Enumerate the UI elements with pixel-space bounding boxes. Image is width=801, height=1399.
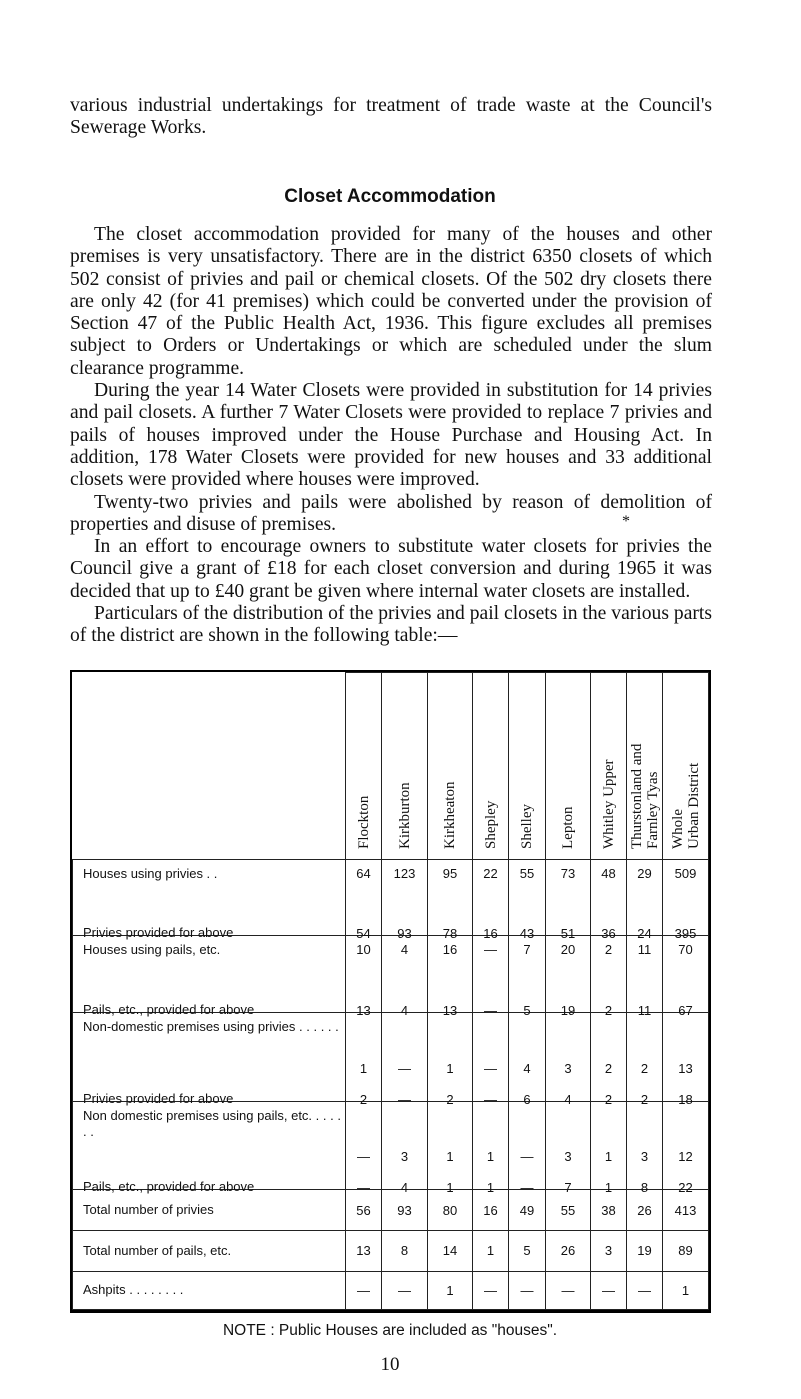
cell-value: — (561, 1282, 575, 1298)
value-cell (428, 860, 473, 942)
value-cell (663, 860, 709, 942)
row-label: Privies provided for above (83, 925, 234, 941)
column-header (473, 673, 509, 860)
table-row-group (73, 1231, 709, 1272)
value-cell (663, 1271, 709, 1309)
paragraph: The closet accommodation provided for many of the houses and other premises is very unsatisfactory. There are in the district 6350 closets of which 502 consist of privies and pail or chemical closets. Of the 502 dry closets there are only 42 (for 41 premises) which could be converted under the provision of Section 47 of the Public Health Act, 1936. This figure excludes all premises subject to Orders or Undertakings or which are scheduled under the slum clearance programme. (70, 224, 712, 379)
cell-value: 1 (486, 1149, 495, 1165)
cell-value: 1 (486, 1243, 495, 1259)
row-label: Non-domestic premises using privies . . . . . . (83, 1018, 339, 1034)
value-cell (346, 936, 382, 1018)
page-number: 10 (380, 1354, 400, 1375)
value-cell (428, 1101, 473, 1196)
cell-value: 1 (681, 1282, 690, 1298)
column-header-text: Urban District (685, 762, 702, 849)
cell-value: 8 (640, 1180, 649, 1196)
value-cell (428, 1190, 473, 1231)
cell-value: 22 (678, 1180, 693, 1196)
value-cell (627, 1271, 663, 1309)
cell-value: 1 (359, 1060, 368, 1076)
value-cell (473, 1231, 509, 1272)
value-cell (509, 860, 546, 942)
column-header-text: Thurstonland and (628, 743, 645, 849)
value-cell (509, 1271, 546, 1309)
value-cell (382, 936, 428, 1018)
column-header-text: Shepley (482, 800, 499, 849)
cell-value: — (398, 1060, 411, 1076)
cell-value: 3 (640, 1149, 649, 1165)
column-header (382, 673, 428, 860)
cell-value: 6 (523, 1091, 531, 1107)
cell-value: 18 (678, 1091, 693, 1107)
value-cell (591, 860, 627, 942)
cell-value: 2 (604, 1060, 613, 1076)
value-cell (627, 936, 663, 1018)
cell-value: 13 (442, 1002, 458, 1018)
cell-value: 8 (400, 1243, 409, 1259)
value-cell (591, 1271, 627, 1309)
value-cell (546, 936, 591, 1018)
cell-value: 2 (604, 1091, 613, 1107)
stray-mark: * (622, 513, 630, 530)
cell-value: 29 (637, 866, 652, 881)
cell-value: 4 (400, 1002, 409, 1018)
row-label-cell (73, 1231, 346, 1272)
cell-value: 95 (442, 866, 458, 881)
value-cell (382, 860, 428, 942)
value-cell (591, 1190, 627, 1231)
body-text (70, 224, 712, 648)
paragraph: Particulars of the distribution of the privies and pail closets in the various parts of the district are shown in the following table:— (70, 603, 712, 647)
cell-value: 11 (637, 1002, 652, 1018)
row-label-cell (73, 860, 346, 941)
cell-value: 3 (604, 1243, 613, 1259)
value-cell (627, 1101, 663, 1196)
cell-value: 395 (674, 926, 697, 942)
cell-value: — (484, 1091, 497, 1107)
cell-value: 1 (446, 1060, 454, 1076)
table-note: NOTE : Public Houses are included as "houses". (222, 1322, 558, 1339)
table-row-group (73, 1190, 709, 1231)
table-row-group (73, 1012, 709, 1101)
cell-value: 54 (356, 926, 371, 942)
value-cell (509, 1231, 546, 1272)
cell-value: 43 (519, 926, 535, 942)
row-label-cell (73, 1271, 346, 1309)
value-cell (627, 1012, 663, 1107)
cell-value: 3 (564, 1060, 572, 1076)
cell-value: 7 (523, 942, 531, 958)
value-cell (663, 1012, 709, 1107)
cell-value: 1 (446, 1180, 454, 1196)
table-row-group (73, 1271, 709, 1309)
value-cell (428, 1231, 473, 1272)
row-label: Pails, etc., provided for above (83, 1179, 255, 1195)
cell-value: 5 (523, 1243, 531, 1259)
row-label: Houses using pails, etc. (83, 942, 221, 958)
row-label-cell (73, 936, 346, 1017)
row-label: Pails, etc., provided for above (83, 1001, 255, 1017)
value-cell (346, 1101, 382, 1196)
cell-value: 26 (637, 1202, 652, 1218)
value-cell (546, 860, 591, 942)
value-cell (546, 1231, 591, 1272)
cell-value: 36 (601, 926, 616, 942)
value-cell (428, 936, 473, 1018)
column-header-text: Kirkburton (396, 782, 413, 849)
intro-paragraph: various industrial undertakings for treatment of trade waste at the Council's Sewerage Works. (70, 95, 712, 139)
value-cell (591, 936, 627, 1018)
value-cell (546, 1012, 591, 1107)
cell-value: 4 (400, 1180, 409, 1196)
value-cell (546, 1271, 591, 1309)
paragraph: During the year 14 Water Closets were provided in substitution for 14 privies and pail closets. A further 7 Water Closets were provided to replace 7 privies and pails of houses improved under the House Purchase and Housing Act. In addition, 178 Water Closets were provided for new houses and 33 additional closets were provided where houses were improved. (70, 380, 712, 491)
value-cell (663, 1190, 709, 1231)
cell-value: — (638, 1282, 651, 1298)
table-body (73, 860, 709, 1310)
paragraph: Twenty-two privies and pails were abolished by reason of demolition of properties and disuse of premises. (70, 491, 712, 535)
table-row-group (73, 936, 709, 1012)
cell-value: 19 (637, 1243, 652, 1259)
cell-value: 20 (560, 942, 576, 958)
cell-value: 89 (678, 1243, 693, 1259)
row-label: Ashpits . . . . . . . . (83, 1282, 184, 1298)
cell-value: 38 (601, 1202, 616, 1218)
value-cell (346, 1271, 382, 1309)
cell-value: 16 (483, 1202, 498, 1218)
cell-value: 5 (523, 1002, 531, 1018)
column-header (509, 673, 546, 860)
column-header (627, 673, 663, 860)
row-label-cell (73, 1101, 346, 1195)
cell-value: 80 (442, 1202, 458, 1218)
value-cell (473, 1012, 509, 1107)
value-cell (346, 1190, 382, 1231)
cell-value: — (357, 1282, 370, 1298)
table-header-row (73, 673, 709, 860)
column-header-text: Shelley (519, 804, 535, 849)
column-header (663, 673, 709, 860)
cell-value: 19 (560, 1002, 576, 1018)
value-cell (473, 1190, 509, 1231)
cell-value: 56 (356, 1202, 371, 1218)
column-header-text: Kirkheaton (442, 781, 458, 849)
cell-value: 2 (359, 1091, 368, 1107)
cell-value: — (357, 1149, 370, 1165)
value-cell (428, 1271, 473, 1309)
column-header (428, 673, 473, 860)
cell-value: 14 (442, 1243, 458, 1259)
cell-value: 16 (483, 926, 498, 942)
value-cell (591, 1012, 627, 1107)
cell-value: — (520, 1149, 534, 1165)
cell-value: 48 (601, 866, 616, 881)
cell-value: 2 (446, 1091, 454, 1107)
cell-value: — (484, 1282, 497, 1298)
value-cell (346, 1231, 382, 1272)
row-label: Houses using privies . . (83, 866, 218, 881)
value-cell (663, 936, 709, 1018)
value-cell (428, 1012, 473, 1107)
row-label: Non domestic premises using pails, etc. . . . . . . (83, 1107, 341, 1139)
cell-value: — (602, 1282, 615, 1298)
value-cell (509, 1012, 546, 1107)
cell-value: 24 (637, 926, 652, 942)
row-label-cell (73, 1190, 346, 1231)
value-cell (473, 860, 509, 942)
cell-value: 4 (564, 1091, 572, 1107)
column-header-text: Whitley Upper (600, 759, 617, 849)
cell-value: — (398, 1282, 411, 1298)
column-header (346, 673, 382, 860)
column-header (591, 673, 627, 860)
cell-value: 51 (560, 926, 576, 942)
value-cell (546, 1101, 591, 1196)
cell-value: 1 (486, 1180, 495, 1196)
value-cell (473, 936, 509, 1018)
value-cell (546, 1190, 591, 1231)
value-cell (346, 860, 382, 942)
cell-value: 2 (640, 1060, 649, 1076)
table-row-group (73, 1101, 709, 1190)
cell-value: 13 (356, 1002, 371, 1018)
column-header-text: Farnley Tyas (644, 771, 661, 849)
cell-value: — (520, 1180, 534, 1196)
cell-value: 3 (400, 1149, 409, 1165)
cell-value: 93 (397, 926, 412, 942)
cell-value: — (357, 1180, 370, 1196)
value-cell (473, 1271, 509, 1309)
value-cell (346, 1012, 382, 1107)
cell-value: — (520, 1282, 534, 1298)
cell-value: 55 (560, 1202, 576, 1218)
column-header-text: Whole (669, 809, 686, 849)
cell-value: 2 (604, 1002, 613, 1018)
cell-value: 67 (678, 1002, 693, 1018)
cell-value: 2 (604, 942, 613, 958)
cell-value: 3 (564, 1149, 572, 1165)
value-cell (382, 1271, 428, 1309)
cell-value: — (484, 1002, 497, 1018)
column-header-text: Lepton (560, 806, 576, 849)
cell-value: 12 (678, 1149, 693, 1165)
cell-value: 1 (604, 1180, 613, 1196)
cell-value: 509 (674, 866, 697, 881)
cell-value: — (484, 942, 497, 958)
value-cell (627, 1231, 663, 1272)
header-blank-cell (73, 673, 346, 860)
value-cell (509, 1101, 546, 1196)
cell-value: 64 (356, 866, 371, 881)
value-cell (382, 1101, 428, 1196)
value-cell (382, 1190, 428, 1231)
value-cell (663, 1231, 709, 1272)
cell-value: 73 (560, 866, 576, 881)
cell-value: 1 (446, 1282, 454, 1298)
cell-value: 7 (564, 1180, 572, 1196)
cell-value: 4 (523, 1060, 531, 1076)
cell-value: 1 (604, 1149, 613, 1165)
row-label: Total number of privies (83, 1202, 214, 1218)
value-cell (382, 1231, 428, 1272)
value-cell (473, 1101, 509, 1196)
cell-value: 10 (356, 942, 371, 958)
column-header (546, 673, 591, 860)
value-cell (591, 1231, 627, 1272)
cell-value: 70 (678, 942, 693, 958)
cell-value: 2 (640, 1091, 649, 1107)
value-cell (509, 936, 546, 1018)
cell-value: 1 (446, 1149, 454, 1165)
value-cell (627, 860, 663, 942)
row-label-cell (73, 1012, 346, 1106)
row-label: Privies provided for above (83, 1090, 234, 1106)
cell-value: 13 (678, 1060, 693, 1076)
cell-value: 16 (442, 942, 458, 958)
cell-value: 123 (393, 866, 416, 881)
table-row-group (73, 860, 709, 936)
value-cell (627, 1190, 663, 1231)
value-cell (663, 1101, 709, 1196)
cell-value: 22 (483, 866, 498, 881)
cell-value: 55 (519, 866, 535, 881)
row-label: Total number of pails, etc. (83, 1242, 232, 1258)
cell-value: 11 (637, 942, 652, 958)
cell-value: 413 (674, 1202, 697, 1218)
cell-value: — (484, 1060, 497, 1076)
value-cell (591, 1101, 627, 1196)
value-cell (509, 1190, 546, 1231)
cell-value: 49 (519, 1202, 535, 1218)
cell-value: 93 (397, 1202, 412, 1218)
closet-distribution-table (70, 670, 711, 1313)
column-header-text: Flockton (355, 795, 372, 849)
cell-value: 13 (356, 1243, 371, 1259)
cell-value: 4 (400, 942, 409, 958)
section-heading: Closet Accommodation (284, 186, 496, 207)
value-cell (382, 1012, 428, 1107)
cell-value: 26 (560, 1243, 576, 1259)
paragraph: In an effort to encourage owners to substitute water closets for privies the Council give a grant of £18 for each closet conversion and during 1965 it was decided that up to £40 grant be given where internal water closets are installed. (70, 536, 712, 602)
cell-value: 78 (442, 926, 458, 942)
cell-value: — (398, 1091, 411, 1107)
